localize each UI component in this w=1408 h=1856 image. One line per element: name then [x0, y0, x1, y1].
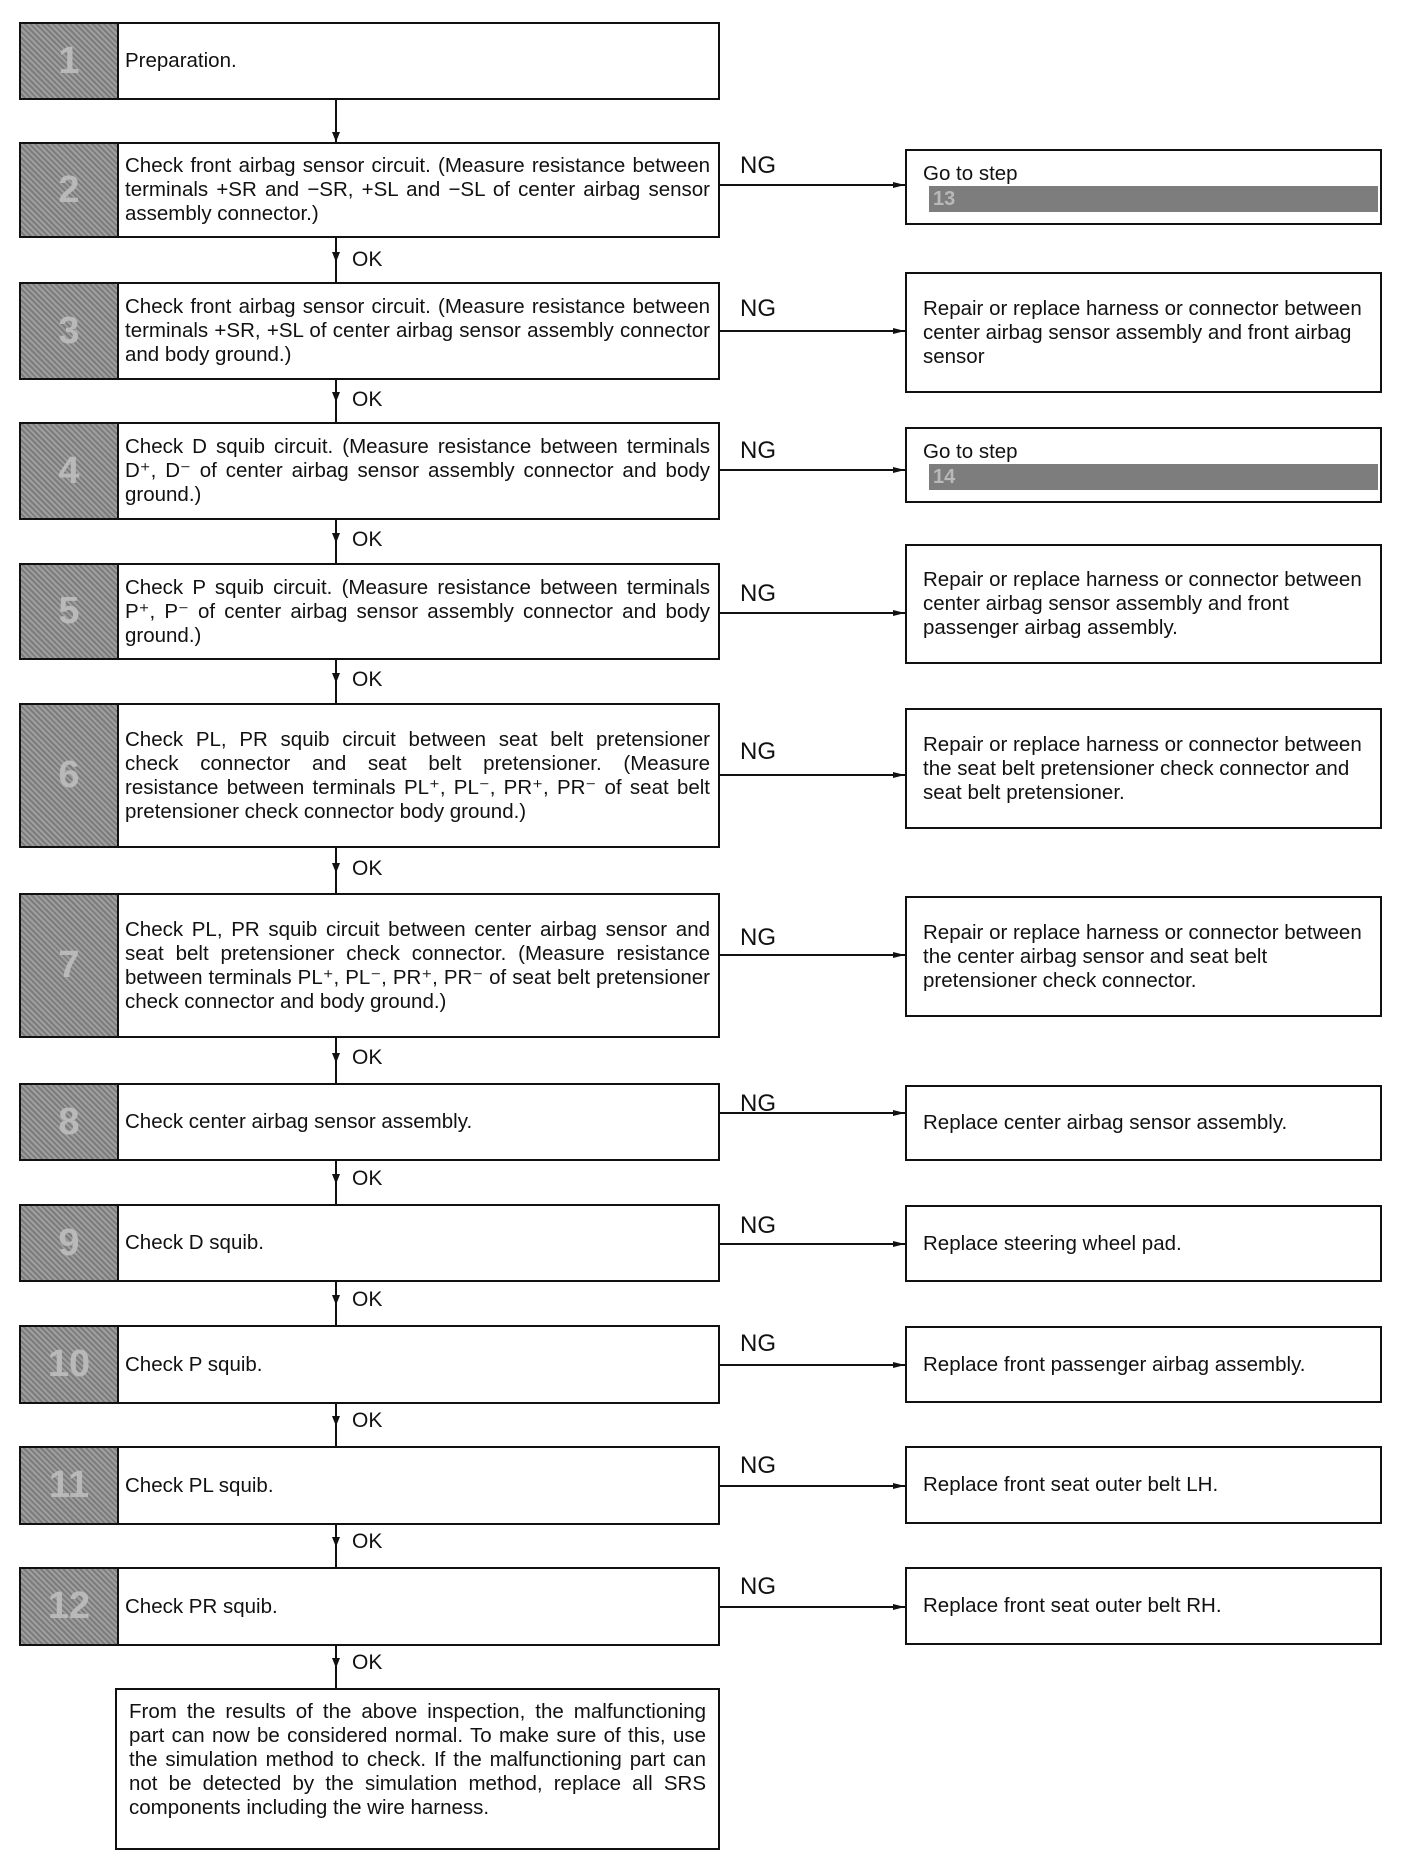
- ng-label-step-7: NG: [740, 924, 776, 951]
- ok-connector-arrow-12: [332, 1658, 340, 1668]
- ok-connector-arrow-11: [332, 1537, 340, 1547]
- ok-connector-arrow-8: [332, 1174, 340, 1184]
- step-4-text: Check D squib circuit. (Measure resistance between terminals D⁺, D⁻ of center airbag sensor assembly connector and body ground.): [125, 435, 710, 506]
- step-6-number: 6: [21, 705, 119, 846]
- result-step-9-box: [905, 1205, 1382, 1282]
- result-step-10-text: Replace front passenger airbag assembly.: [923, 1352, 1306, 1376]
- step-12-text: Check PR squib.: [125, 1594, 278, 1618]
- ok-label-step-5: OK: [352, 668, 383, 691]
- ng-connector-arrow-4: [893, 467, 905, 473]
- result-step-8-box: [905, 1085, 1382, 1161]
- result-step-10-box: [905, 1326, 1382, 1403]
- result-step-8-text: Replace center airbag sensor assembly.: [923, 1111, 1288, 1134]
- step-10-box: [19, 1325, 720, 1404]
- result-step-3-box: [905, 272, 1382, 393]
- ok-connector-arrow-9: [332, 1295, 340, 1305]
- result-step-5-box: [905, 544, 1382, 664]
- ng-connector-arrow-8: [893, 1110, 905, 1116]
- step-8-box: [19, 1083, 720, 1161]
- step-5-text: Check P squib circuit. (Measure resistance between terminals P⁺, P⁻ of center airbag sensor assembly connector and body ground.): [125, 575, 710, 647]
- step-7-number: 7: [21, 895, 119, 1036]
- ok-label-step-3: OK: [352, 388, 383, 411]
- step-11-text: Check PL squib.: [125, 1473, 274, 1497]
- ng-connector-arrow-3: [893, 328, 905, 334]
- ok-label-step-12: OK: [352, 1651, 383, 1674]
- step-2-number: 2: [21, 144, 119, 236]
- step-4-number: 4: [21, 424, 119, 518]
- step-1-text: Preparation.: [125, 49, 237, 72]
- ng-connector-arrow-6: [893, 772, 905, 778]
- step-9-text: Check D squib.: [125, 1231, 265, 1254]
- ok-label-step-10: OK: [352, 1409, 383, 1432]
- step-3-box: [19, 282, 720, 380]
- ng-connector-arrow-10: [893, 1362, 905, 1368]
- ng-label-step-4: NG: [740, 437, 776, 464]
- result-step-2-text: Go to step: [923, 162, 1018, 185]
- step-1-box: [19, 22, 720, 100]
- step-11-box: [19, 1446, 720, 1525]
- step-10-text: Check P squib.: [125, 1352, 263, 1376]
- result-step-3-text: Repair or replace harness or connector between center airbag sensor assembly and front airbag sensor: [923, 296, 1362, 368]
- ok-label-step-2: OK: [352, 248, 383, 271]
- ok-label-step-4: OK: [352, 528, 383, 551]
- ng-label-step-9: NG: [740, 1212, 776, 1239]
- step-4-box: [19, 422, 720, 520]
- ok-connector-arrow-10: [332, 1416, 340, 1426]
- result-step-11-box: [905, 1446, 1382, 1524]
- ng-label-step-6: NG: [740, 738, 776, 765]
- step-5-box: [19, 563, 720, 660]
- ok-label-step-9: OK: [352, 1288, 383, 1311]
- step-6-box: [19, 703, 720, 848]
- step-9-box: [19, 1204, 720, 1282]
- result-step-7-box: [905, 896, 1382, 1017]
- result-step-9-text: Replace steering wheel pad.: [923, 1231, 1182, 1255]
- step-5-number: 5: [21, 565, 119, 658]
- result-step-7-text: Repair or replace harness or connector between the center airbag sensor and seat belt pretensioner check connector.: [923, 920, 1362, 992]
- step-7-box: [19, 893, 720, 1038]
- result-step-12-box: [905, 1567, 1382, 1645]
- result-step-6-text: Repair or replace harness or connector between the seat belt pretensioner check connector and seat belt pretensioner.: [923, 732, 1362, 804]
- ng-connector-arrow-12: [893, 1604, 905, 1610]
- ng-label-step-12: NG: [740, 1573, 776, 1600]
- ng-label-step-8: NG: [740, 1090, 776, 1117]
- step-2-box: [19, 142, 720, 238]
- step-11-number: 11: [21, 1448, 119, 1523]
- goto-step-14-ref[interactable]: 14: [929, 464, 1378, 490]
- ng-connector-arrow-9: [893, 1241, 905, 1247]
- step-7-text: Check PL, PR squib circuit between center airbag sensor and seat belt pretensioner check connector. (Measure resistance between terminals PL⁺, PL⁻, PR⁺, PR⁻ of seat belt pretensioner check connector and body ground.): [125, 917, 710, 1013]
- step-12-box: [19, 1567, 720, 1646]
- ok-connector-arrow-2: [332, 252, 340, 262]
- ng-label-step-5: NG: [740, 580, 776, 607]
- result-step-4-text: Go to step: [923, 440, 1018, 463]
- ng-connector-arrow-5: [893, 610, 905, 616]
- result-step-12-text: Replace front seat outer belt RH.: [923, 1594, 1222, 1617]
- ok-label-step-11: OK: [352, 1530, 383, 1553]
- ok-label-step-6: OK: [352, 857, 383, 880]
- goto-step-13-ref[interactable]: 13: [929, 186, 1378, 212]
- final-conclusion-text: From the results of the above inspection, the malfunctioning part can now be considered normal. To make sure of this, use the simulation method to check. If the malfunctioning part can not be detected by the simulation method, replace all SRS components including the wire harness.: [129, 1700, 706, 1819]
- ok-connector-arrow-6: [332, 863, 340, 873]
- step-6-text: Check PL, PR squib circuit between seat belt pretensioner check connector and seat belt pretensioner. (Measure resistance between terminals PL⁺, PL⁻, PR⁺, PR⁻ of seat belt pretensioner check connector body ground.): [125, 727, 710, 823]
- ok-connector-arrow-7: [332, 1053, 340, 1063]
- ok-connector-arrow-1: [332, 132, 340, 142]
- ok-connector-arrow-5: [332, 673, 340, 683]
- step-2-text: Check front airbag sensor circuit. (Measure resistance between terminals +SR and −SR, +SL and −SL of center airbag sensor assembly connector.): [125, 154, 710, 225]
- ng-label-step-10: NG: [740, 1330, 776, 1357]
- step-8-number: 8: [21, 1085, 119, 1159]
- result-step-2-box: [905, 149, 1382, 225]
- result-step-6-box: [905, 708, 1382, 829]
- step-10-number: 10: [21, 1327, 119, 1402]
- ok-connector-arrow-4: [332, 533, 340, 543]
- step-3-text: Check front airbag sensor circuit. (Measure resistance between terminals +SR, +SL of center airbag sensor assembly connector and body ground.): [125, 295, 710, 366]
- step-9-number: 9: [21, 1206, 119, 1280]
- ng-connector-arrow-11: [893, 1483, 905, 1489]
- step-3-number: 3: [21, 284, 119, 378]
- step-8-text: Check center airbag sensor assembly.: [125, 1110, 473, 1133]
- result-step-11-text: Replace front seat outer belt LH.: [923, 1473, 1219, 1496]
- ng-connector-arrow-2: [893, 182, 905, 188]
- step-1-number: 1: [21, 24, 119, 98]
- step-12-number: 12: [21, 1569, 119, 1644]
- ng-label-step-2: NG: [740, 152, 776, 179]
- ng-connector-arrow-7: [893, 952, 905, 958]
- ok-label-step-8: OK: [352, 1167, 383, 1190]
- result-step-4-box: [905, 427, 1382, 503]
- ok-label-step-7: OK: [352, 1046, 383, 1069]
- result-step-5-text: Repair or replace harness or connector between center airbag sensor assembly and front passenger airbag assembly.: [923, 568, 1362, 639]
- ok-connector-arrow-3: [332, 392, 340, 402]
- final-conclusion-box: [115, 1688, 720, 1850]
- ng-label-step-11: NG: [740, 1452, 776, 1479]
- ng-label-step-3: NG: [740, 295, 776, 322]
